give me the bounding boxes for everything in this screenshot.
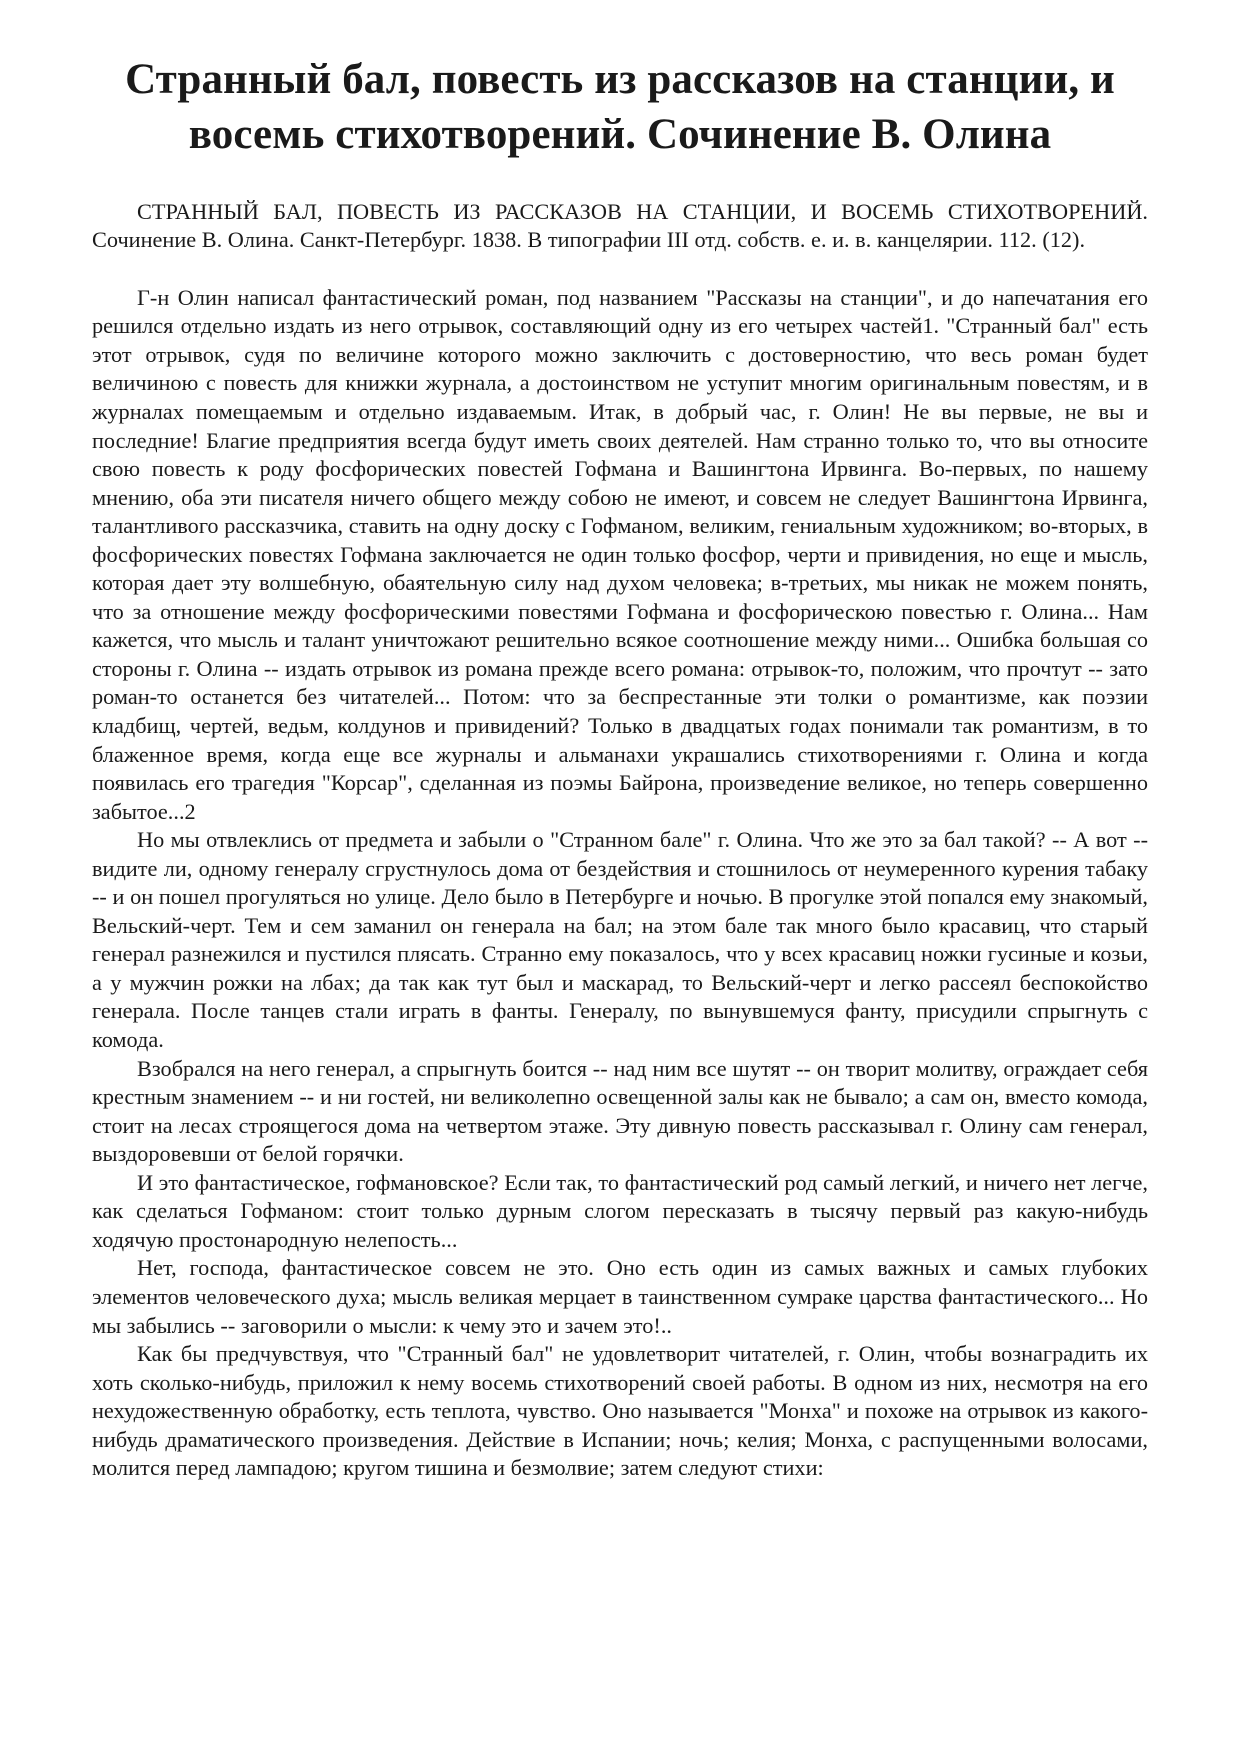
article-body bbox=[92, 284, 1148, 1483]
paragraph-1: Г-н Олин написал фантастический роман, под названием "Рассказы на станции", и до напечатания его решился отдельно издать из него отрывок, составляющий одну из его четырех частей1. "Странный бал" есть этот отрывок, судя по величине которого можно заключить с достоверностию, что весь роман будет величиною с повесть для книжки журнала, а достоинством не уступит многим оригинальным повестям, и в журналах помещаемым и отдельно издаваемым. Итак, в добрый час, г. Олин! Не вы первые, не вы и последние! Благие предприятия всегда будут иметь своих деятелей. Нам странно только то, что вы относите свою повесть к роду фосфорических повестей Гофмана и Вашингтона Ирвинга. Во-первых, по нашему мнению, оба эти писателя ничего общего между собою не имеют, и совсем не следует Вашингтона Ирвинга, талантливого рассказчика, ставить на одну доску с Гофманом, великим, гениальным художником; во-вторых, в фосфорических повестях Гофмана заключается не один только фосфор, черти и привидения, но еще и мысль, которая дает эту волшебную, обаятельную силу над духом человека; в-третьих, мы никак не можем понять, что за отношение между фосфорическими повестями Гофмана и фосфорическою повестью г. Олина... Нам кажется, что мысль и талант уничтожают решительно всякое соотношение между ними... Ошибка большая со стороны г. Олина -- издать отрывок из романа прежде всего романа: отрывок-то, положим, что прочтут -- зато роман-то останется без читателей... Потом: что за беспрестанные эти толки о романтизме, как поэзии кладбищ, чертей, ведьм, колдунов и привидений? Только в двадцатых годах понимали так романтизм, в то блаженное время, когда еще все журналы и альманахи украшались стихотворениями г. Олина и когда появилась его трагедия "Корсар", сделанная из поэмы Байрона, произведение великое, но теперь совершенно забытое...2 bbox=[92, 284, 1148, 824]
paragraph-2: Но мы отвлеклись от предмета и забыли о "Странном бале" г. Олина. Что же это за бал такой? -- А вот -- видите ли, одному генералу сгрустнулось дома от бездействия и стошнилось от неумеренного курения табаку -- и он пошел прогуляться но улице. Дело было в Петербурге и ночью. В прогулке этой попался ему знакомый, Вельский-черт. Тем и сем заманил он генерала на бал; на этом бале так много было красавиц, что старый генерал разнежился и пустился плясать. Странно ему показалось, что у всех красавиц ножки гусиные и козьи, а у мужчин рожки на лбах; да так как тут был и маскарад, то Вельский-черт и легко рассеял беспокойство генерала. После танцев стали играть в фанты. Генералу, по вынувшемуся фанту, присудили спрыгнуть с комода. bbox=[92, 827, 1148, 1053]
paragraph-6: Как бы предчувствуя, что "Странный бал" не удовлетворит читателей, г. Олин, чтобы вознаградить их хоть сколько-нибудь, приложил к нему восемь стихотворений своей работы. В одном из них, несмотря на его нехудожественную обработку, есть теплота, чувство. Оно называется "Монха" и похоже на отрывок из какого-нибудь драматического произведения. Действие в Испании; ночь; келия; Монха, с распущенными волосами, молится перед лампадою; кругом тишина и безмолвие; затем следуют стихи: bbox=[92, 1341, 1148, 1481]
paragraph-4: И это фантастическое, гофмановское? Если так, то фантастический род самый легкий, и ничего нет легче, как сделаться Гофманом: стоит только дурным слогом пересказать в тысячу первый раз какую-нибудь ходячую простонародную нелепость... bbox=[92, 1169, 1148, 1252]
document-title: Странный бал, повесть из рассказов на станции, и восемь стихотворений. Сочинение В. Олина bbox=[125, 56, 1115, 158]
document-page bbox=[92, 52, 1148, 1483]
paragraph-5: Нет, господа, фантастическое совсем не это. Оно есть один из самых важных и самых глубоких элементов человеческого духа; мысль великая мерцает в таинственном сумраке царства фантастического... Но мы забылись -- заговорили о мысли: к чему это и зачем это!.. bbox=[92, 1255, 1148, 1338]
paragraph-3: Взобрался на него генерал, а спрыгнуть боится -- над ним все шутят -- он творит молитву, ограждает себя крестным знамением -- и ни гостей, ни великолепно освещенной залы как не бывало; а сам он, вместо комода, стоит на лесах строящегося дома на четвертом этаже. Эту дивную повесть рассказывал г. Олину сам генерал, выздоровевши от белой горячки. bbox=[92, 1055, 1148, 1167]
bibliographic-entry: СТРАННЫЙ БАЛ, ПОВЕСТЬ ИЗ РАССКАЗОВ НА СТАНЦИИ, И ВОСЕМЬ СТИХОТВОРЕНИЙ. Сочинение В. Олина. Санкт-Петербург. 1838. В типографии III отд. собств. е. и. в. канцелярии. 112. (12). bbox=[92, 199, 1148, 253]
